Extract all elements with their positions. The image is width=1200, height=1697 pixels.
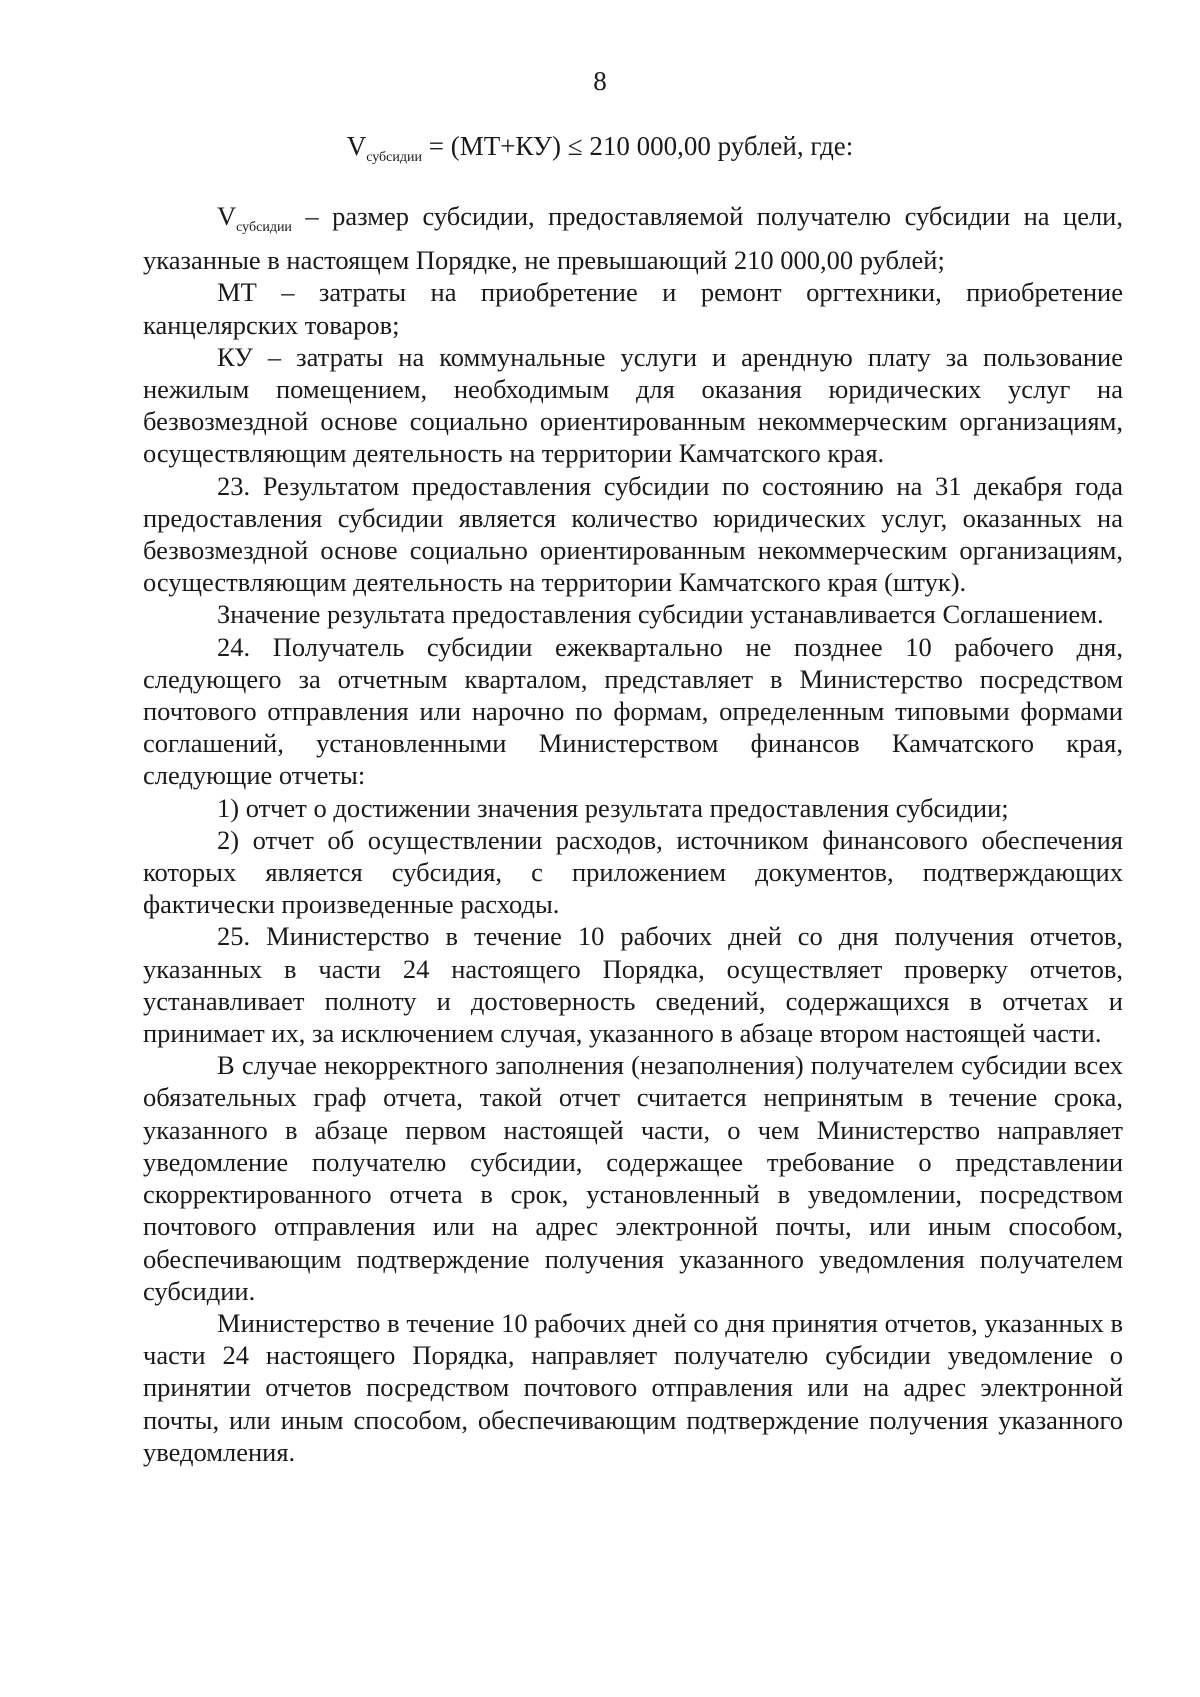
subsidy-formula (0, 130, 1200, 174)
definition-v (143, 200, 1123, 276)
formula-lhs-subscript: субсидии (366, 150, 422, 165)
definition-v-subscript: субсидии (236, 220, 292, 235)
paragraph-24: 24. Получатель субсидии ежеквартально не позднее 10 рабочего дня, следующего за отчетным кварталом, представляет в Министерство посредством почтового отправления или нарочно по формам, определенным типовыми формами соглашений, установленными Министерством финансов Камчатского края, следующие отчеты: (143, 631, 1123, 791)
paragraph-24-item-1: 1) отчет о достижении значения результата предоставления субсидии; (217, 792, 1009, 823)
page-number: 8 (593, 66, 607, 96)
paragraph-24-item-2: 2) отчет об осуществлении расходов, источником финансового обеспечения которых является субсидия, с приложением документов, подтверждающих фактически произведенные расходы. (143, 824, 1123, 920)
document-body (143, 200, 1123, 1468)
paragraph-result-value: Значение результата предоставления субсидии устанавливается Соглашением. (217, 599, 1104, 630)
definition-ku: КУ – затраты на коммунальные услуги и арендную плату за пользование нежилым помещением, необходимым для оказания юридических услуг на безвозмездной основе социально ориентированным некоммерческим организациям, осуществляющим деятельность на территории Камчатского края. (143, 341, 1123, 469)
definition-mt: МТ – затраты на приобретение и ремонт оргтехники, приобретение канцелярских товаров; (143, 277, 1123, 340)
paragraph-25: 25. Министерство в течение 10 рабочих дней со дня получения отчетов, указанных в части 24 настоящего Порядка, осуществляет проверку отчетов, устанавливает полноту и достоверность сведений, содержащихся в отчетах и принимает их, за исключением случая, указанного в абзаце втором настоящей части. (143, 921, 1123, 1049)
formula-rhs: = (МТ+КУ) ≤ 210 000,00 рублей, где: (421, 131, 854, 161)
formula-lhs: V (346, 131, 367, 161)
definition-v-symbol: V (217, 201, 237, 231)
paragraph-23: 23. Результатом предоставления субсидии по состоянию на 31 декабря года предоставления субсидии является количество юридических услуг, оказанных на безвозмездной основе социально ориентированным некоммерческим организациям, осуществляющим деятельность на территории Камчатского края (штук). (143, 470, 1123, 598)
paragraph-25-acceptance-notice: Министерство в течение 10 рабочих дней со дня принятия отчетов, указанных в части 24 настоящего Порядка, направляет получателю субсидии уведомление о принятии отчетов посредством почтового отправления или на адрес электронной почты, или иным способом, обеспечивающим подтверждение получения указанного уведомления. (143, 1307, 1123, 1467)
paragraph-25-incorrect-report: В случае некорректного заполнения (незаполнения) получателем субсидии всех обязательных граф отчета, такой отчет считается непринятым в течение срока, указанного в абзаце первом настоящей части, о чем Министерство направляет уведомление получателю субсидии, содержащее требование о представлении скорректированного отчета в срок, установленный в уведомлении, посредством почтового отправления или на адрес электронной почты, или иным способом, обеспечивающим подтверждение получения указанного уведомления получателем субсидии. (143, 1050, 1123, 1306)
definition-v-text: – размер субсидии, предоставляемой получателю субсидии на цели, указанные в настоящем Порядке, не превышающий 210 000,00 рублей; (143, 201, 1123, 276)
